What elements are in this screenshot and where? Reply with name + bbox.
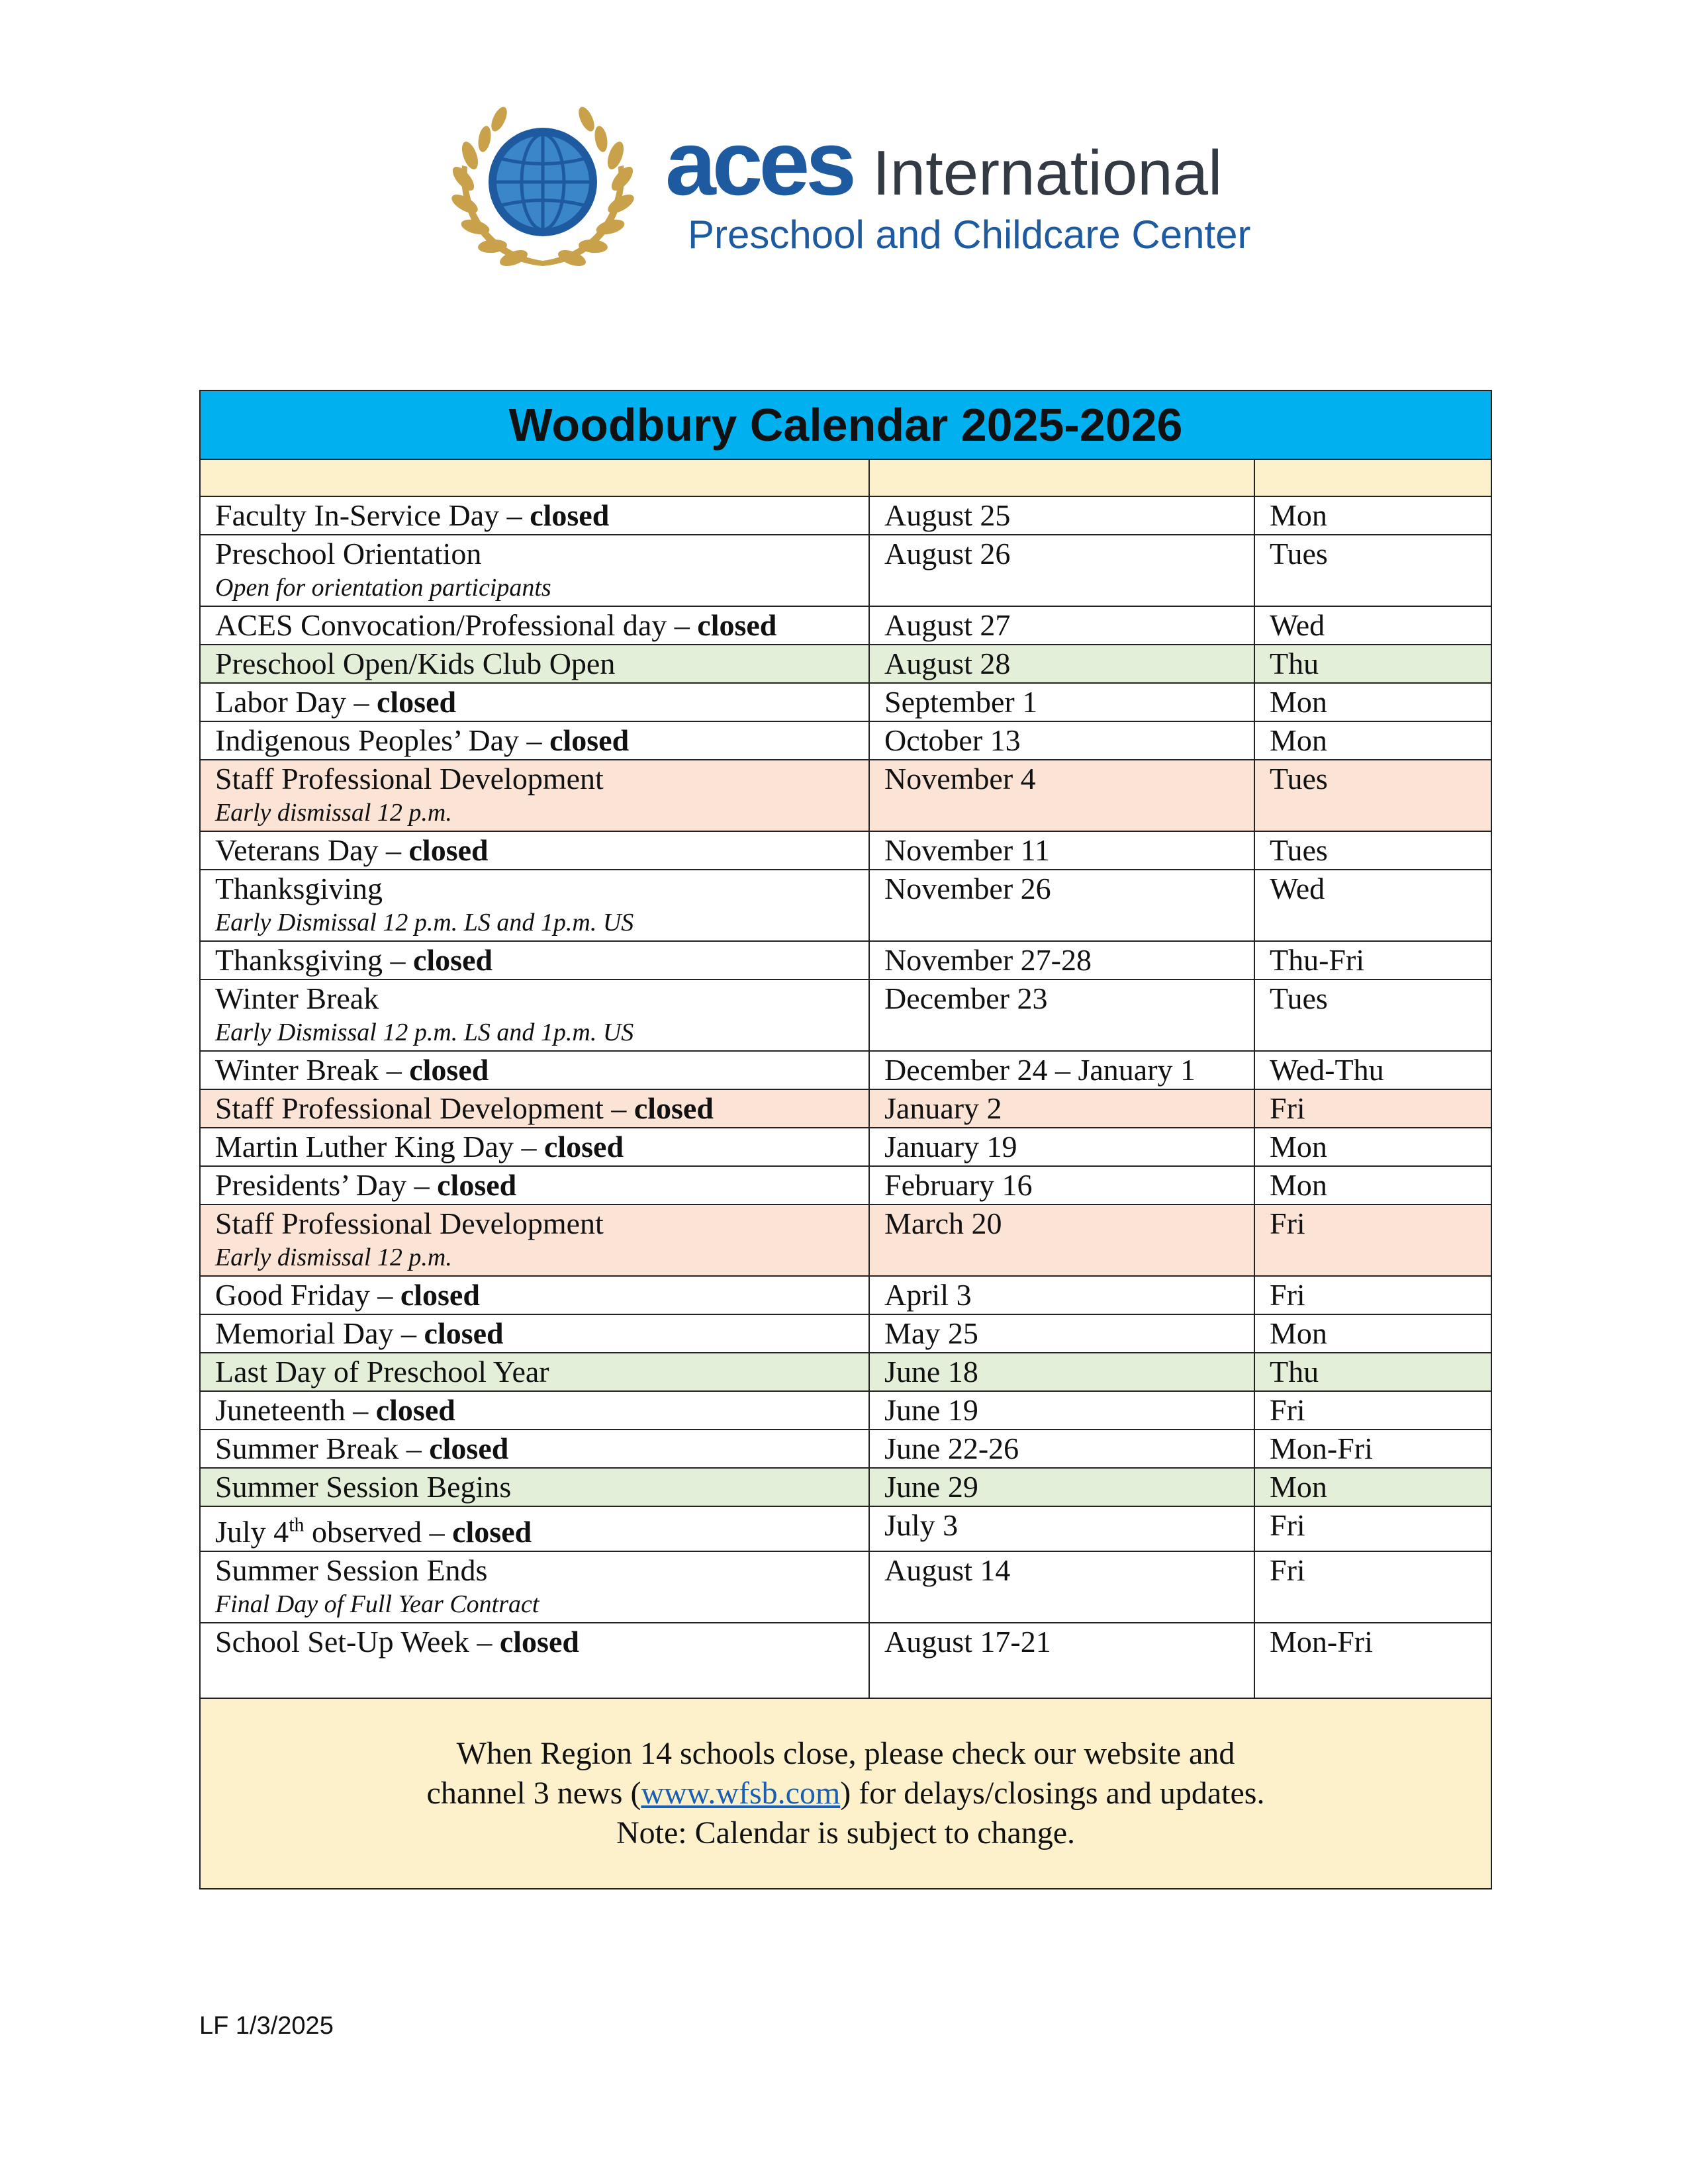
calendar-row (200, 606, 1491, 645)
day-cell: Fri (1254, 1551, 1491, 1623)
event-cell (200, 1391, 869, 1430)
date-cell: August 28 (869, 645, 1254, 683)
footer-line-3: Note: Calendar is subject to change. (616, 1815, 1076, 1851)
event-text: Summer Session Ends (215, 1553, 488, 1588)
calendar-row (200, 1314, 1491, 1353)
date-cell: March 20 (869, 1205, 1254, 1276)
closed-label: closed (452, 1515, 532, 1549)
day-cell: Tues (1254, 535, 1491, 606)
event-name (215, 608, 776, 642)
date-cell: April 3 (869, 1276, 1254, 1314)
date-cell: June 18 (869, 1353, 1254, 1391)
title-row (200, 390, 1491, 459)
event-text: Staff Professional Development (215, 762, 604, 796)
day-cell: Wed (1254, 606, 1491, 645)
event-name (215, 981, 379, 1015)
event-text: Labor Day – (215, 685, 377, 719)
event-name (215, 833, 489, 867)
event-name (215, 1432, 508, 1465)
date-cell: November 4 (869, 760, 1254, 831)
event-text: Indigenous Peoples’ Day – (215, 723, 550, 757)
calendar-row (200, 535, 1491, 606)
event-cell (200, 1551, 869, 1623)
date-cell: October 13 (869, 721, 1254, 760)
calendar-row (200, 941, 1491, 979)
day-cell: Tues (1254, 831, 1491, 870)
closed-label: closed (409, 1053, 489, 1087)
event-text: observed – (304, 1515, 453, 1549)
event-cell (200, 1166, 869, 1205)
blank-cell (869, 459, 1254, 496)
event-cell (200, 941, 869, 979)
date-cell: June 22-26 (869, 1430, 1254, 1468)
brand-tagline: Preschool and Childcare Center (688, 212, 1251, 257)
date-cell: May 25 (869, 1314, 1254, 1353)
date-cell: August 17-21 (869, 1623, 1254, 1698)
event-name (215, 1053, 489, 1087)
event-text: Preschool Open/Kids Club Open (215, 647, 616, 680)
calendar-row (200, 1468, 1491, 1506)
brand-suffix: International (872, 138, 1223, 208)
date-cell: November 26 (869, 870, 1254, 941)
event-text: Martin Luther King Day – (215, 1130, 544, 1163)
event-name (215, 1625, 579, 1659)
date-cell: September 1 (869, 683, 1254, 721)
closed-label: closed (408, 833, 489, 867)
event-note: Early dismissal 12 p.m. (215, 1244, 452, 1271)
event-text: Veterans Day – (215, 833, 409, 867)
day-cell: Mon (1254, 1468, 1491, 1506)
date-cell: December 23 (869, 979, 1254, 1051)
date-cell: August 14 (869, 1551, 1254, 1623)
day-cell: Mon (1254, 1128, 1491, 1166)
day-cell: Thu (1254, 645, 1491, 683)
footer-row (200, 1698, 1491, 1889)
event-superscript: th (289, 1514, 305, 1536)
event-text: Good Friday – (215, 1278, 400, 1312)
date-cell: August 27 (869, 606, 1254, 645)
event-text: Thanksgiving (215, 872, 383, 905)
event-text: Summer Break – (215, 1432, 430, 1465)
day-cell: Mon (1254, 721, 1491, 760)
event-cell (200, 1430, 869, 1468)
date-cell: November 27-28 (869, 941, 1254, 979)
date-cell: November 11 (869, 831, 1254, 870)
closed-label: closed (633, 1091, 714, 1125)
calendar-row (200, 496, 1491, 535)
day-cell: Mon (1254, 1166, 1491, 1205)
event-text: Summer Session Begins (215, 1470, 512, 1504)
event-text: Winter Break (215, 981, 379, 1015)
event-cell (200, 979, 869, 1051)
event-cell (200, 1314, 869, 1353)
event-cell (200, 535, 869, 606)
calendar-row (200, 1623, 1491, 1698)
event-cell (200, 645, 869, 683)
day-cell: Thu (1254, 1353, 1491, 1391)
calendar-row (200, 1089, 1491, 1128)
day-cell: Mon (1254, 1314, 1491, 1353)
event-note: Open for orientation participants (215, 574, 551, 602)
event-name (215, 1393, 455, 1427)
event-name (215, 647, 615, 680)
event-cell (200, 1623, 869, 1698)
event-note: Final Day of Full Year Contract (215, 1590, 539, 1619)
footer-note (200, 1698, 1491, 1889)
event-cell (200, 1128, 869, 1166)
day-cell: Fri (1254, 1276, 1491, 1314)
date-cell: July 3 (869, 1506, 1254, 1551)
date-cell: January 19 (869, 1128, 1254, 1166)
event-text: Juneteenth – (215, 1393, 376, 1427)
day-cell: Fri (1254, 1089, 1491, 1128)
closed-label: closed (429, 1432, 509, 1465)
event-note: Early Dismissal 12 p.m. LS and 1p.m. US (215, 1019, 634, 1046)
event-text: Preschool Orientation (215, 537, 482, 570)
event-cell (200, 760, 869, 831)
day-cell: Mon (1254, 683, 1491, 721)
closed-label: closed (697, 608, 777, 642)
day-cell: Wed-Thu (1254, 1051, 1491, 1089)
event-name (215, 498, 609, 532)
event-name (215, 1316, 504, 1350)
day-cell: Tues (1254, 760, 1491, 831)
event-cell (200, 1051, 869, 1089)
event-text: Staff Professional Development (215, 1206, 604, 1240)
date-cell: August 25 (869, 496, 1254, 535)
brand-name: aces (665, 113, 853, 214)
event-text: Winter Break – (215, 1053, 410, 1087)
calendar-row (200, 645, 1491, 683)
event-text: Faculty In-Service Day – (215, 498, 530, 532)
brand-wordmark (665, 113, 1251, 257)
event-text: Thanksgiving – (215, 943, 413, 977)
blank-cell (200, 459, 869, 496)
day-cell: Mon-Fri (1254, 1623, 1491, 1698)
day-cell: Mon (1254, 496, 1491, 535)
event-text: ACES Convocation/Professional day – (215, 608, 698, 642)
calendar-row (200, 683, 1491, 721)
calendar-table (199, 390, 1492, 1889)
date-cell: February 16 (869, 1166, 1254, 1205)
event-cell (200, 1353, 869, 1391)
day-cell: Fri (1254, 1506, 1491, 1551)
event-cell (200, 1276, 869, 1314)
event-name (215, 723, 629, 757)
event-name (215, 685, 456, 719)
closed-label: closed (412, 943, 493, 977)
wfsb-link[interactable]: www.wfsb.com (641, 1776, 841, 1811)
event-name (215, 537, 481, 570)
closed-label: closed (424, 1316, 504, 1350)
closed-label: closed (549, 723, 630, 757)
date-cell: December 24 – January 1 (869, 1051, 1254, 1089)
calendar-row (200, 1430, 1491, 1468)
day-cell: Fri (1254, 1205, 1491, 1276)
closed-label: closed (499, 1625, 579, 1659)
calendar-row (200, 760, 1491, 831)
event-name (215, 943, 492, 977)
date-cell: June 29 (869, 1468, 1254, 1506)
calendar-row (200, 1128, 1491, 1166)
calendar-row (200, 979, 1491, 1051)
footer-line-2-post: ) for delays/closings and updates. (840, 1776, 1265, 1811)
day-cell: Thu-Fri (1254, 941, 1491, 979)
calendar-row (200, 1506, 1491, 1551)
event-cell (200, 831, 869, 870)
event-name (215, 872, 383, 905)
blank-cell (1254, 459, 1491, 496)
date-cell: January 2 (869, 1089, 1254, 1128)
date-cell: August 26 (869, 535, 1254, 606)
event-cell (200, 1089, 869, 1128)
day-cell: Wed (1254, 870, 1491, 941)
event-name (215, 1130, 624, 1163)
day-cell: Mon-Fri (1254, 1430, 1491, 1468)
event-name (215, 762, 604, 796)
event-text: Last Day of Preschool Year (215, 1355, 549, 1388)
event-cell (200, 496, 869, 535)
event-text: Presidents’ Day – (215, 1168, 438, 1202)
event-cell (200, 1506, 869, 1551)
day-cell: Fri (1254, 1391, 1491, 1430)
event-cell (200, 1468, 869, 1506)
event-text: School Set-Up Week – (215, 1625, 500, 1659)
calendar-row (200, 721, 1491, 760)
calendar-title: Woodbury Calendar 2025-2026 (200, 390, 1491, 459)
event-cell (200, 870, 869, 941)
event-cell (200, 721, 869, 760)
event-name-prefix: July 4 (215, 1515, 289, 1549)
event-name (215, 1355, 549, 1388)
event-cell (200, 683, 869, 721)
logo (444, 93, 1278, 278)
event-name (215, 1278, 480, 1312)
event-note: Early Dismissal 12 p.m. LS and 1p.m. US (215, 909, 634, 936)
event-note: Early dismissal 12 p.m. (215, 799, 452, 827)
closed-label: closed (437, 1168, 517, 1202)
closed-label: closed (530, 498, 610, 532)
aces-emblem-icon (444, 93, 642, 278)
calendar-row (200, 1051, 1491, 1089)
closed-label: closed (543, 1130, 624, 1163)
blank-header-row (200, 459, 1491, 496)
calendar-row (200, 1166, 1491, 1205)
date-cell: June 19 (869, 1391, 1254, 1430)
footer-line-1: When Region 14 schools close, please check our website and (456, 1736, 1235, 1772)
day-cell: Tues (1254, 979, 1491, 1051)
event-text: Memorial Day – (215, 1316, 424, 1350)
closed-label: closed (376, 685, 457, 719)
calendar-row (200, 1353, 1491, 1391)
event-name (215, 1515, 532, 1549)
event-name (215, 1470, 511, 1504)
event-cell (200, 1205, 869, 1276)
calendar-row (200, 870, 1491, 941)
calendar-row (200, 1276, 1491, 1314)
event-name (215, 1091, 714, 1125)
event-name (215, 1206, 604, 1240)
revision-label: LF 1/3/2025 (199, 2012, 334, 2040)
event-name (215, 1168, 516, 1202)
event-cell (200, 606, 869, 645)
event-name (215, 1553, 487, 1587)
event-text: Staff Professional Development – (215, 1091, 634, 1125)
calendar-row (200, 1205, 1491, 1276)
closed-label: closed (400, 1278, 480, 1312)
calendar-row (200, 831, 1491, 870)
footer-line-2-pre: channel 3 news ( (426, 1776, 641, 1811)
closed-label: closed (375, 1393, 455, 1427)
calendar-row (200, 1391, 1491, 1430)
calendar-row (200, 1551, 1491, 1623)
